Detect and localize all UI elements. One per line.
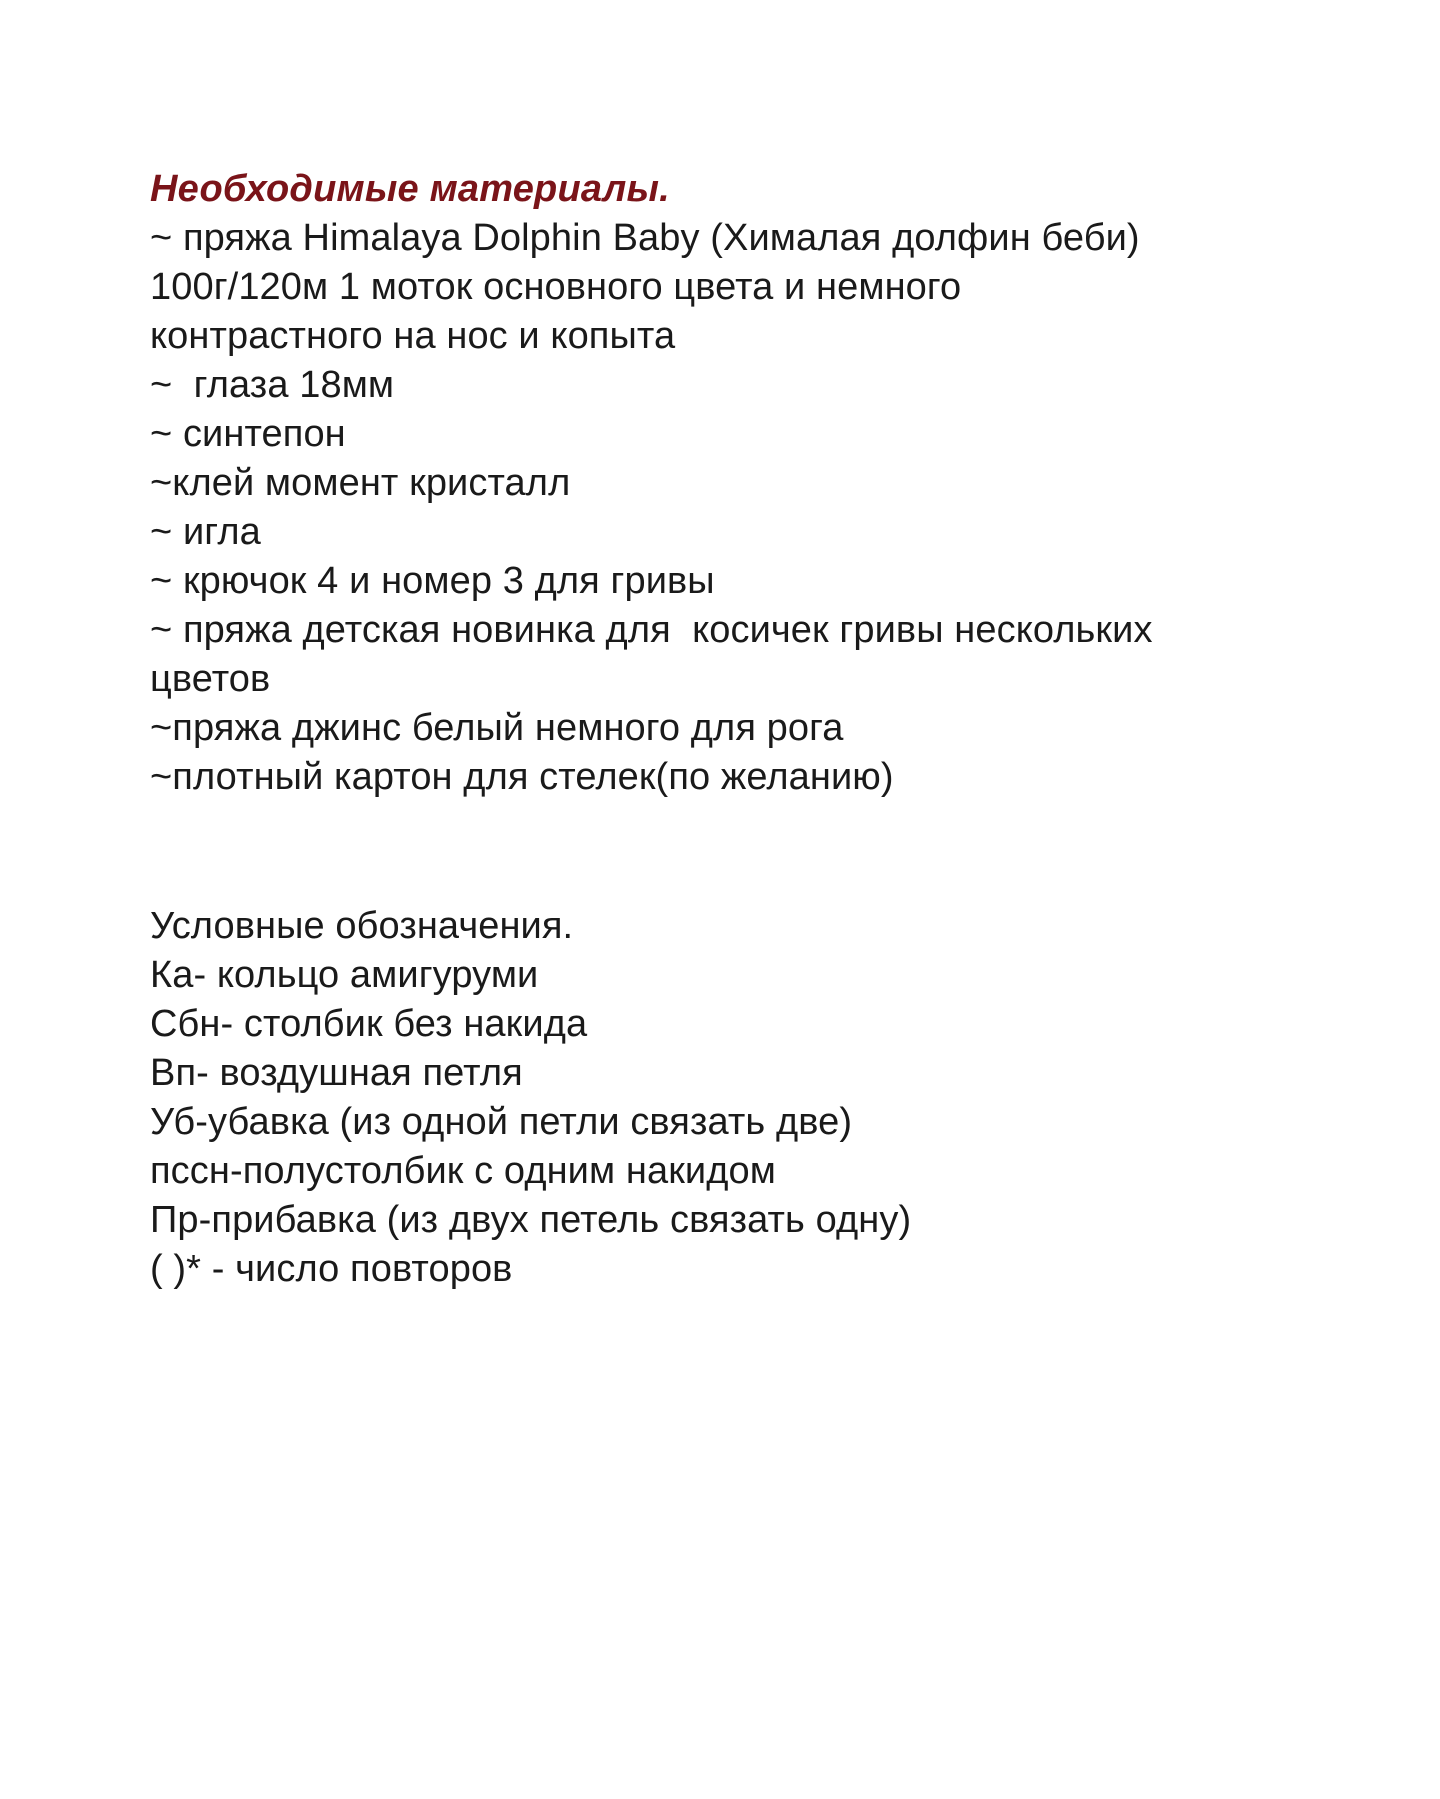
materials-line: ~ крючок 4 и номер 3 для гривы [150,560,715,602]
materials-line: ~ пряжа Himalaya Dolphin Baby (Хималая долфин беби) [150,217,1140,259]
materials-line: ~клей момент кристалл [150,462,571,504]
materials-line: ~пряжа джинс белый немного для рога [150,707,844,749]
materials-line: ~ игла [150,511,261,553]
legend-line: Ка- кольцо амигуруми [150,954,539,996]
materials-section [150,165,1350,802]
legend-title: Условные обозначения. [150,905,574,947]
materials-line: ~плотный картон для стелек(по желанию) [150,756,894,798]
materials-line: 100г/120м 1 моток основного цвета и немного [150,266,962,308]
materials-line: ~ пряжа детская новинка для косичек гривы нескольких [150,609,1153,651]
materials-line: ~ синтепон [150,413,346,455]
materials-title: Необходимые материалы. [150,168,670,210]
legend-line: Сбн- столбик без накида [150,1003,588,1045]
legend-line: Уб-убавка (из одной петли связать две) [150,1101,853,1143]
materials-line: ~ глаза 18мм [150,364,395,406]
materials-line: контрастного на нос и копыта [150,315,676,357]
legend-section [150,902,1350,1294]
legend-line: Пр-прибавка (из двух петель связать одну) [150,1199,912,1241]
legend-line: пссн-полустолбик с одним накидом [150,1150,776,1192]
legend-line: Вп- воздушная петля [150,1052,523,1094]
legend-line: ( )* - число повторов [150,1248,513,1290]
materials-line: цветов [150,658,271,700]
